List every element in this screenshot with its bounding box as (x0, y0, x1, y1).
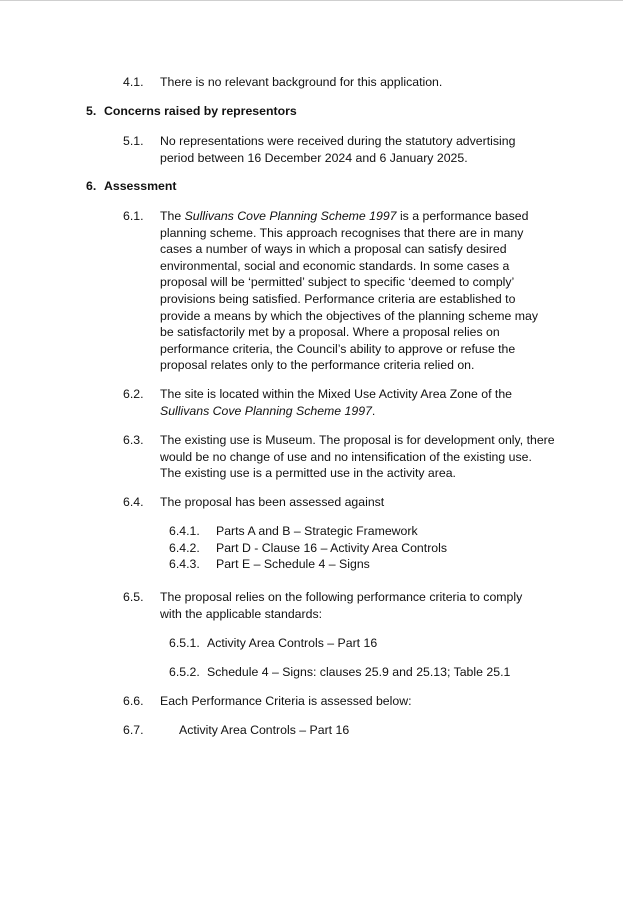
para-6-7-text: Activity Area Controls – Part 16 (179, 723, 350, 737)
sub-6-4-1-number: 6.4.1. (169, 524, 200, 538)
para-6-6-text: Each Performance Criteria is assessed below: (160, 694, 412, 708)
sub-6-5-2-text: Schedule 4 – Signs: clauses 25.9 and 25.13; Table 25.1 (207, 665, 511, 679)
para-6-1-pre: The (160, 209, 185, 223)
para-6-4-number: 6.4. (123, 495, 144, 509)
para-4-1-number: 4.1. (123, 75, 144, 89)
para-6-4-text: The proposal has been assessed against (160, 495, 385, 509)
para-6-1-post: is a performance based planning scheme. This approach recognises that there are in many cases a number of ways in which a proposal can satisfy desired environmental, social and economic standards. In some cases a proposal will be ‘permitted’ subject to specific ‘deemed to comply’ provisions being satisfied. Performance criteria are established to provide a means by which the objectives of the planning scheme may be satisfactorily met by a proposal. Where a proposal relies on performance criteria, the Council’s ability to approve or refuse the proposal relates only to the performance criteria relied on. (160, 209, 538, 373)
sub-6-5-2-number: 6.5.2. (169, 665, 200, 679)
para-6-2-post: . (371, 403, 376, 418)
sub-6-5-1-text: Activity Area Controls – Part 16 (207, 636, 378, 650)
para-6-1-number: 6.1. (123, 209, 144, 223)
para-6-3-text: The existing use is Museum. The proposal is for development only, there would be no change of use and no intensification of the existing use. The existing use is a permitted use in the activity area. (160, 433, 555, 481)
section-6-title: Assessment (104, 179, 177, 193)
section-6-number: 6. (86, 179, 97, 193)
para-6-2-text (160, 386, 540, 419)
section-5-title: Concerns raised by representors (104, 104, 297, 118)
para-6-2-scheme-title: Sullivans Cove Planning Scheme 1997 (160, 403, 372, 418)
para-4-1-text: There is no relevant background for this application. (160, 75, 443, 89)
para-5-1-number: 5.1. (123, 134, 144, 148)
para-6-1-scheme-title: Sullivans Cove Planning Scheme 1997 (184, 209, 397, 223)
sub-6-4-2-number: 6.4.2. (169, 541, 200, 555)
para-6-5-number: 6.5. (123, 590, 144, 604)
page-top-border (0, 0, 623, 1)
sub-6-5-1-number: 6.5.1. (169, 636, 200, 650)
section-5-heading (86, 103, 297, 120)
sub-6-4-3-number: 6.4.3. (169, 557, 200, 571)
section-6-heading (86, 178, 176, 195)
para-6-2-pre: The site is located within the Mixed Use Activity Area Zone of the (160, 387, 512, 401)
sub-6-4-3-text: Part E – Schedule 4 – Signs (216, 557, 370, 571)
para-6-5-text: The proposal relies on the following performance criteria to comply with the applicable standards: (160, 590, 523, 621)
para-6-3-number: 6.3. (123, 433, 144, 447)
para-6-1-text (160, 208, 552, 374)
para-6-2-number: 6.2. (123, 387, 144, 401)
para-6-6-number: 6.6. (123, 694, 144, 708)
para-6-7-number: 6.7. (123, 723, 144, 737)
sub-6-4-2-text: Part D - Clause 16 – Activity Area Controls (216, 541, 448, 555)
para-5-1-text: No representations were received during the statutory advertising period between 16 December 2024 and 6 January 2025. (160, 134, 516, 165)
section-5-number: 5. (86, 104, 97, 118)
sub-6-4-1-text: Parts A and B – Strategic Framework (216, 524, 418, 538)
